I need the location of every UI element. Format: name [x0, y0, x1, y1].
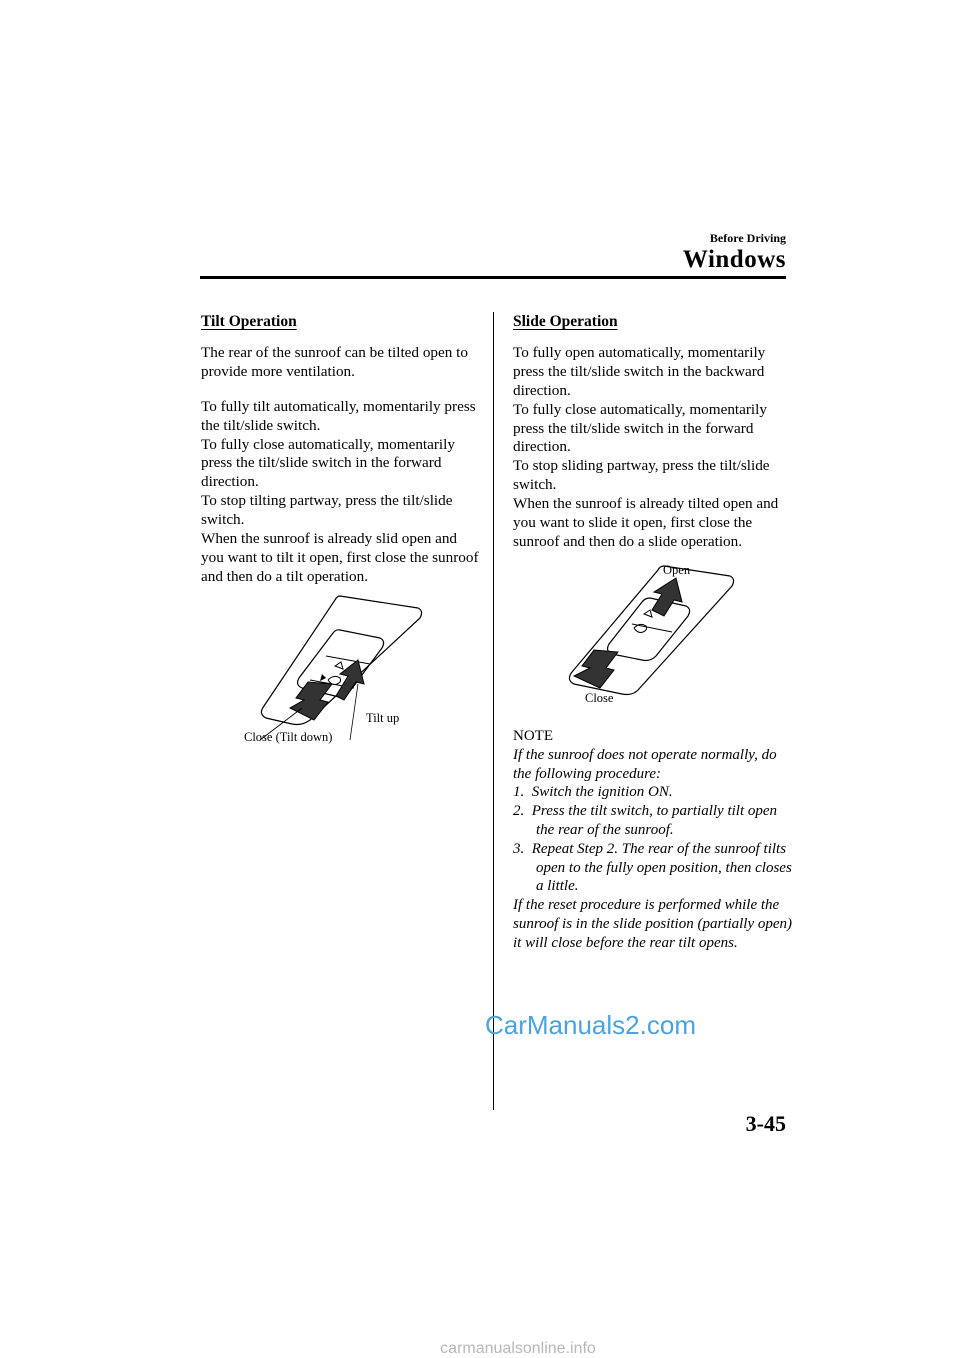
tilt-switch-illustration [240, 588, 440, 748]
slide-paragraph-2: To fully close automatically, momentarily press the tilt/slide switch in the forward direction. [513, 400, 767, 456]
page-number: 3-45 [745, 1111, 786, 1136]
close-label: Close [585, 691, 614, 705]
section-label: Before Driving [709, 231, 786, 245]
tilt-paragraph-3: To stop tilting partway, press the tilt/slide switch. [201, 492, 453, 529]
tilt-paragraph-4: When the sunroof is already slid open and you want to tilt it open, first close the sunroof and then do a tilt operation. [201, 530, 479, 585]
footer-watermark: carmanualsonline.info [440, 1340, 596, 1357]
note-outro: If the reset procedure is performed while the sunroof is in the slide position (partially open) it will close before the rear tilt opens. [513, 897, 793, 951]
open-label: Open [663, 563, 691, 577]
column-divider [493, 312, 494, 1110]
page-title: Windows [682, 246, 786, 273]
tilt-down-label: Close (Tilt down) [244, 730, 333, 744]
tilt-operation-heading: Tilt Operation [201, 313, 297, 330]
slide-operation-section [513, 313, 793, 552]
slide-operation-heading: Slide Operation [513, 313, 618, 330]
note-step-2: 2. Press the tilt switch, to partially tilt open the rear of the sunroof. [513, 803, 778, 838]
header-rule [200, 276, 786, 279]
note-label: NOTE [513, 728, 553, 744]
slide-switch-illustration [560, 558, 740, 698]
slide-paragraph-4: When the sunroof is already tilted open and you want to slide it open, first close the sunroof and then do a slide operation. [513, 495, 779, 550]
tilt-switch-figure [240, 588, 440, 748]
slide-paragraph-3: To stop sliding partway, press the tilt/slide switch. [513, 457, 770, 494]
note-step-1: 1. Switch the ignition ON. [513, 784, 673, 801]
note-intro: If the sunroof does not operate normally, do the following procedure: [513, 746, 777, 782]
tilt-up-label: Tilt up [366, 711, 400, 725]
tilt-paragraph-2: To fully close automatically, momentarily press the tilt/slide switch in the forward direction. [201, 435, 455, 491]
note-block [513, 727, 793, 953]
slide-paragraph-1: To fully open automatically, momentarily press the tilt/slide switch in the backward direction. [513, 343, 766, 399]
slide-switch-figure [560, 558, 740, 698]
note-steps [513, 783, 793, 896]
note-step-3: 3. Repeat Step 2. The rear of the sunroof tilts open to the fully open position, then closes a little. [513, 840, 792, 895]
tilt-intro: The rear of the sunroof can be tilted open to provide more ventilation. [201, 343, 468, 380]
tilt-operation-section [201, 313, 481, 587]
tilt-paragraph-1: To fully tilt automatically, momentarily press the tilt/slide switch. [201, 397, 476, 434]
watermark-logo: CarManuals2.com [485, 1010, 696, 1040]
